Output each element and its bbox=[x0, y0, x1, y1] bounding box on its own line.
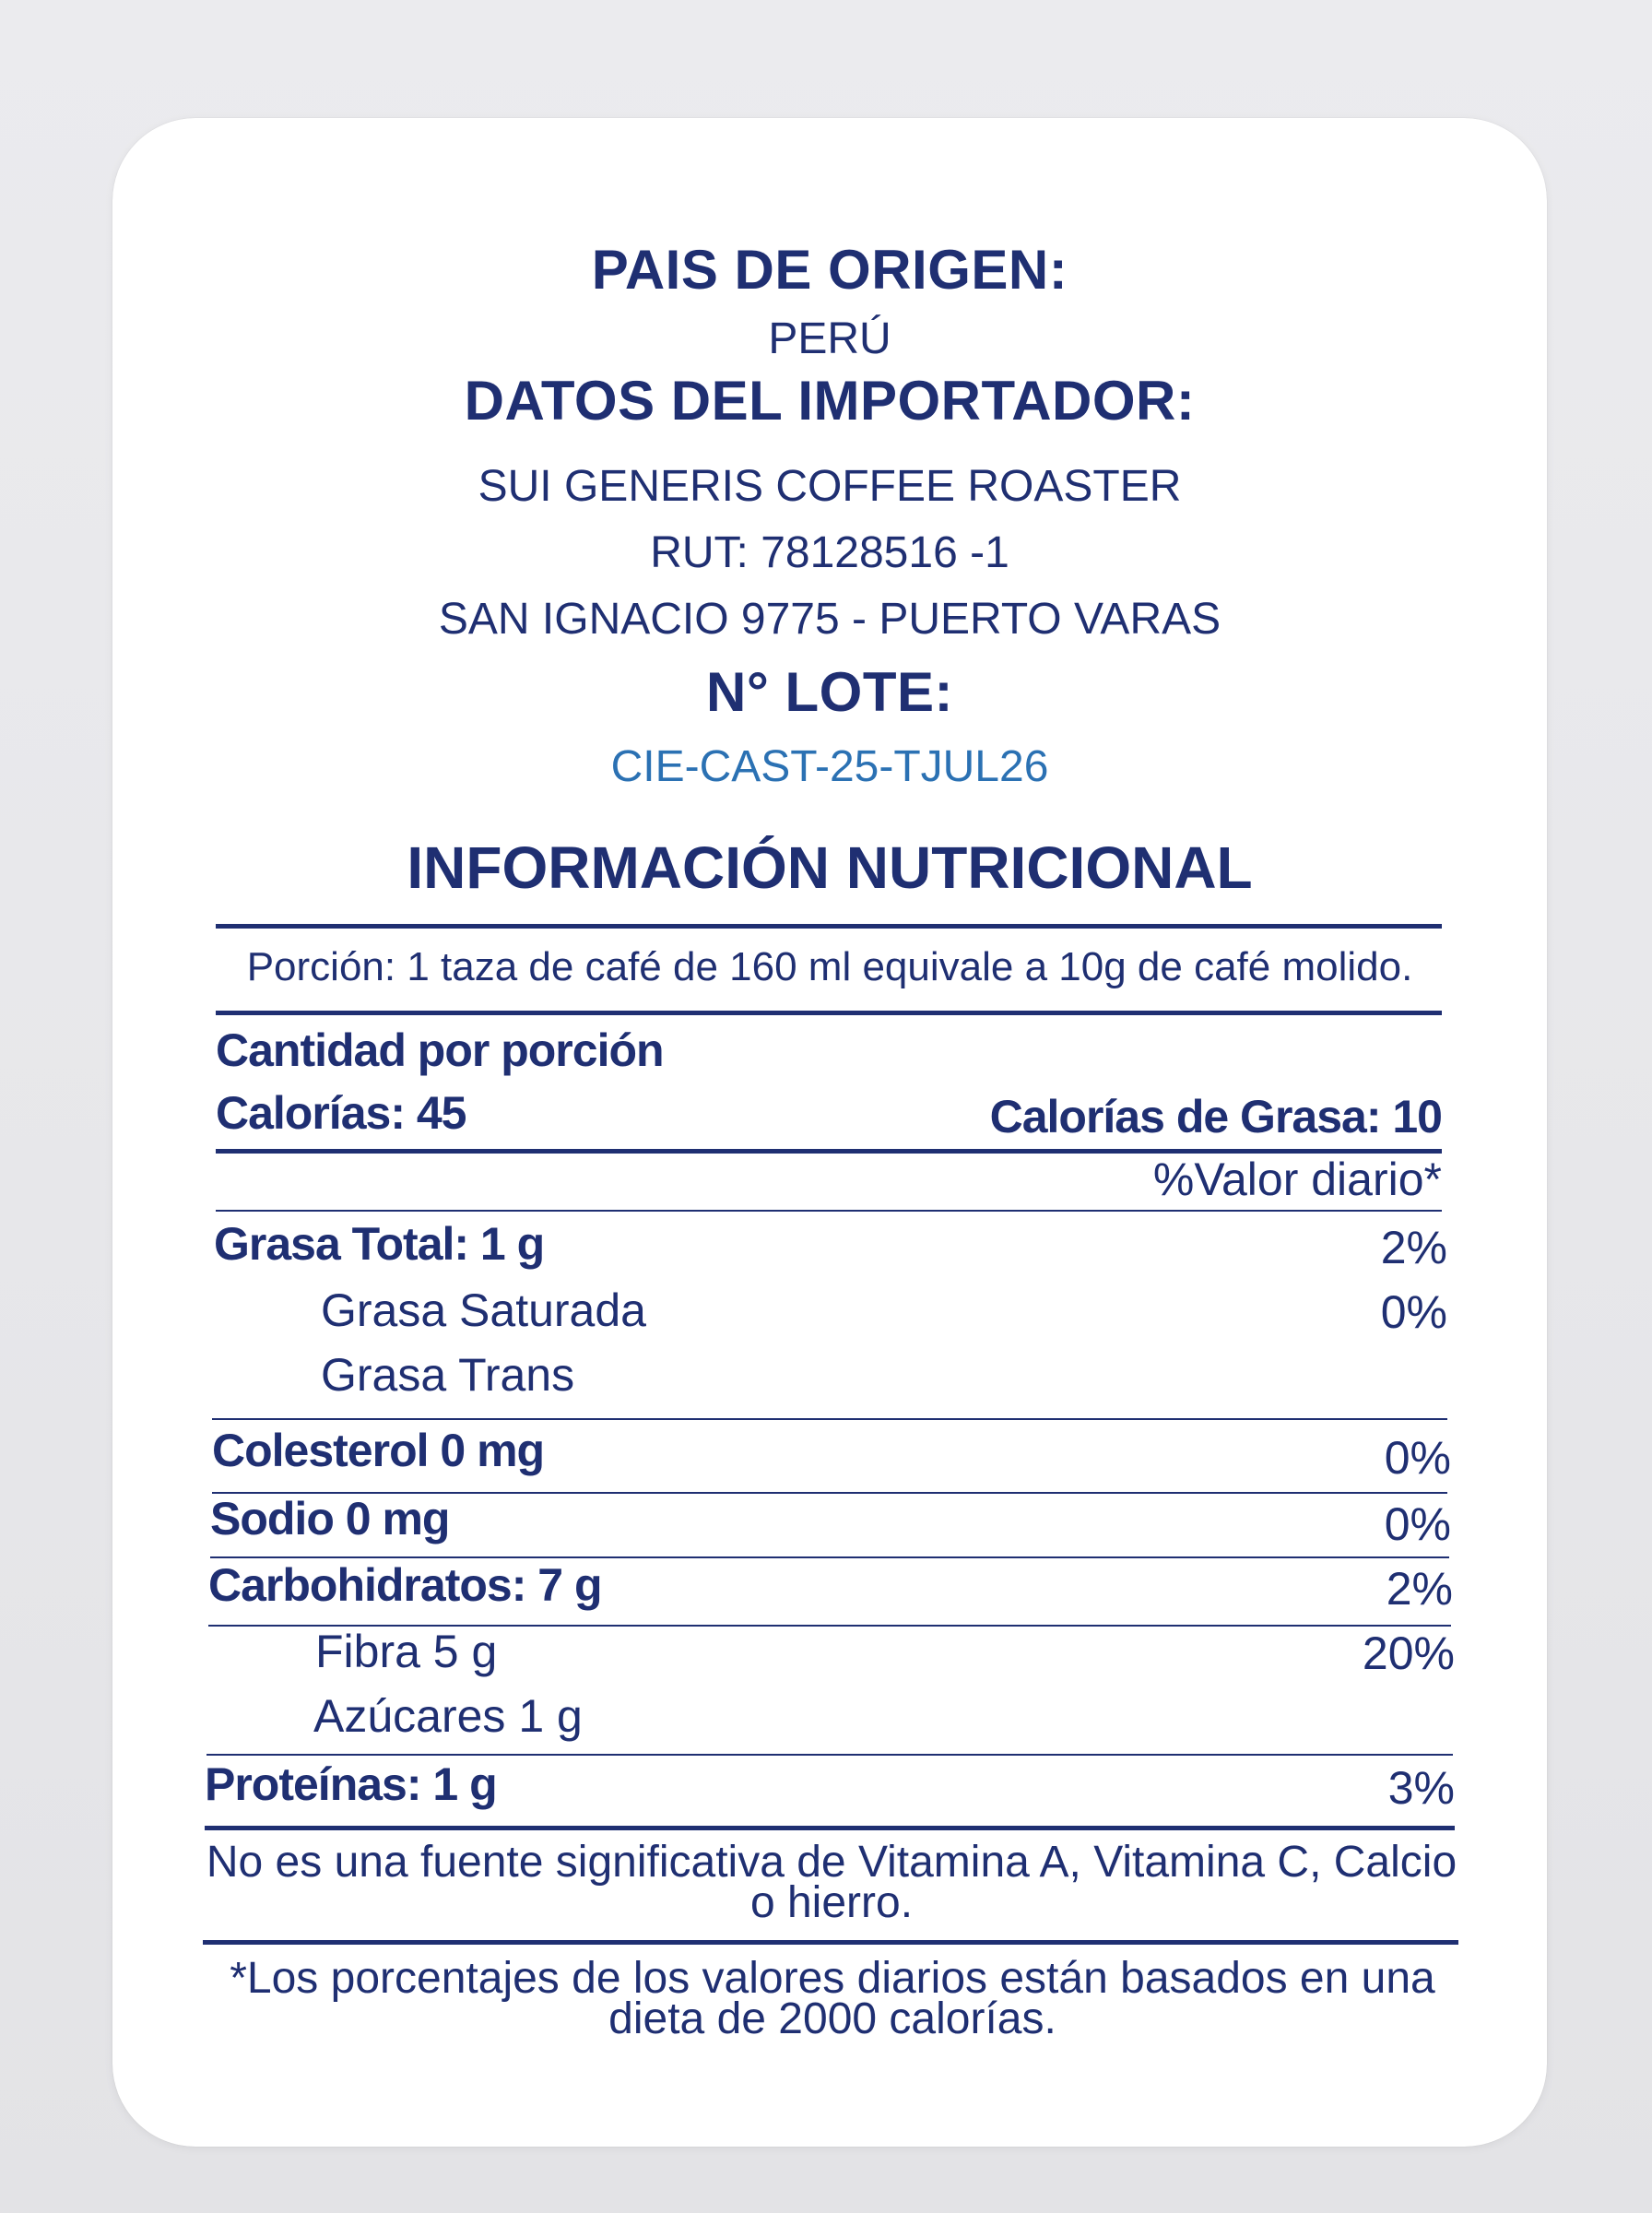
origin-value: PERÚ bbox=[768, 314, 891, 363]
nutrient-value: 20% bbox=[1362, 1627, 1455, 1679]
nutrient-label: Carbohidratos: 7 g bbox=[208, 1559, 602, 1611]
vitamins-note: No es una fuente significativa de Vitamina A, Vitamina C, Calcio o hierro. bbox=[206, 1838, 1457, 1927]
nutrient-label: Colesterol 0 mg bbox=[212, 1425, 545, 1476]
divider bbox=[216, 1210, 1442, 1212]
nutrient-value: 2% bbox=[1386, 1563, 1453, 1615]
fat-calories: Calorías de Grasa: 10 bbox=[989, 1091, 1442, 1142]
nutrient-value: 3% bbox=[1387, 1762, 1455, 1814]
nutrient-value: 0% bbox=[1384, 1498, 1451, 1550]
daily-values-footnote: *Los porcentajes de los valores diarios están basados en una dieta de 2000 calorías. bbox=[230, 1954, 1435, 2043]
nutrient-label: Grasa Total: 1 g bbox=[214, 1218, 545, 1270]
importer-title: DATOS DEL IMPORTADOR: bbox=[464, 370, 1196, 432]
nutrition-label-card bbox=[112, 118, 1547, 2147]
importer-name: SUI GENERIS COFFEE ROASTER bbox=[478, 462, 1182, 511]
importer-rut: RUT: 78128516 -1 bbox=[650, 528, 1009, 577]
divider bbox=[206, 1754, 1453, 1756]
calories: Calorías: 45 bbox=[216, 1087, 466, 1139]
nutrition-title: INFORMACIÓN NUTRICIONAL bbox=[407, 834, 1253, 901]
nutrient-label: Proteínas: 1 g bbox=[205, 1758, 497, 1810]
daily-value-header: %Valor diario* bbox=[1152, 1154, 1442, 1205]
importer-address: SAN IGNACIO 9775 - PUERTO VARAS bbox=[438, 595, 1221, 644]
nutrient-label: Grasa Saturada bbox=[321, 1284, 646, 1336]
nutrient-value: 2% bbox=[1380, 1222, 1447, 1273]
origin-title: PAIS DE ORIGEN: bbox=[591, 239, 1068, 301]
divider bbox=[203, 1940, 1458, 1945]
serving-size: Porción: 1 taza de café de 160 ml equivale a 10g de café molido. bbox=[246, 944, 1413, 989]
divider bbox=[212, 1418, 1447, 1420]
divider bbox=[216, 1011, 1442, 1015]
nutrient-value: 0% bbox=[1380, 1286, 1447, 1338]
nutrient-label: Azúcares 1 g bbox=[313, 1690, 583, 1742]
nutrient-value: 0% bbox=[1384, 1432, 1451, 1484]
lot-value: CIE-CAST-25-TJUL26 bbox=[610, 742, 1049, 791]
nutrient-label: Grasa Trans bbox=[321, 1349, 575, 1401]
lot-title: N° LOTE: bbox=[706, 661, 953, 723]
nutrient-label: Sodio 0 mg bbox=[210, 1493, 450, 1544]
divider bbox=[216, 924, 1442, 929]
amount-per-serving: Cantidad por porción bbox=[216, 1024, 664, 1076]
nutrient-label: Fibra 5 g bbox=[315, 1626, 498, 1677]
divider bbox=[205, 1826, 1455, 1830]
